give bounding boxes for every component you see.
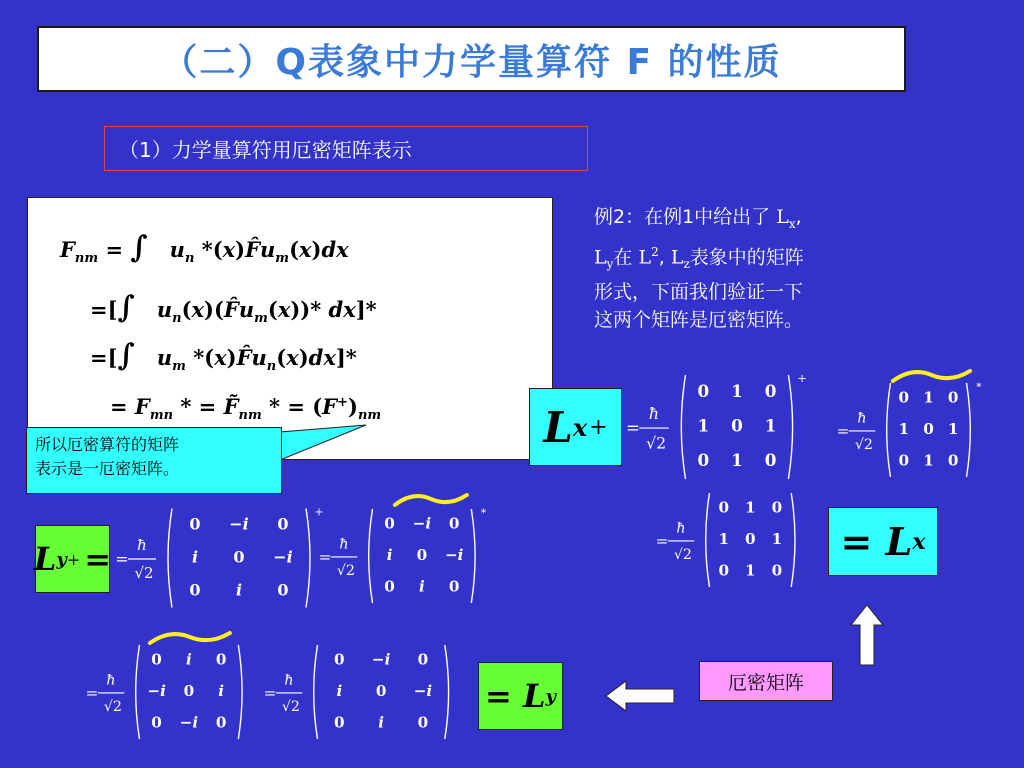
matrix-cell: 0 — [771, 498, 783, 517]
matrix-cell: 0 — [448, 514, 460, 533]
matrix-cell: 0 — [764, 380, 777, 401]
prefactor-sqrt2: √2 — [103, 699, 122, 716]
matrix-cell: i — [419, 577, 425, 596]
matrix-cell: 1 — [923, 451, 934, 470]
matrix-right-paren — [788, 375, 792, 479]
prefactor-sqrt2: √2 — [646, 433, 667, 453]
example-line-4: 这两个矩阵是厄密矩阵。 — [594, 308, 804, 331]
example-line-1: 例2：在例1中给出了 $L_x$, — [594, 206, 802, 231]
matrix-cell: −i — [229, 514, 249, 534]
prefactor-hbar: ħ — [137, 536, 147, 554]
matrix-cell: −i — [413, 682, 433, 700]
prefactor-sqrt2: √2 — [854, 437, 873, 454]
matrix-cell: 1 — [923, 388, 934, 407]
matrix-cell: 0 — [417, 713, 429, 732]
matrix-superscript: * — [976, 380, 982, 393]
matrix-cell: 0 — [384, 577, 395, 596]
matrix-cell: 0 — [923, 420, 934, 438]
section-subtitle: （1）力学量算符用厄密矩阵表示 — [119, 138, 412, 162]
equals-sign: = — [115, 549, 129, 569]
matrix-cell: 1 — [745, 561, 756, 580]
matrix-cell: 1 — [764, 415, 777, 436]
matrix-cell: 0 — [277, 580, 289, 600]
matrix-cell: 1 — [731, 450, 743, 471]
matrix-cell: 0 — [771, 561, 783, 580]
matrix-cell: 0 — [448, 577, 460, 596]
matrix-cell: 1 — [731, 380, 743, 401]
matrix-cell: 1 — [697, 415, 710, 436]
matrix-right-paren — [445, 645, 449, 739]
matrix-cell: −i — [371, 650, 391, 669]
derivation-line-3: =[∫ $u_m$ $*(x)F̂u_n(x)dx]*$ — [90, 338, 357, 375]
lx-dagger-label: L x + — [529, 388, 622, 466]
hermitian-matrix-label: 厄密矩阵 — [699, 661, 833, 701]
ly-dagger-label: L y + = — [35, 525, 110, 593]
matrix-cell: i — [378, 713, 385, 732]
example-line-2: $L_y$在 $L^2$, $L_z$表象中的矩阵 — [594, 244, 804, 271]
matrix-cell: 0 — [947, 388, 959, 407]
wave-mark-icon — [893, 371, 970, 381]
prefactor-sqrt2: √2 — [281, 699, 300, 716]
matrix-cell: 0 — [151, 650, 162, 669]
equals-sign: = — [625, 417, 641, 438]
matrix-cell: 0 — [416, 546, 428, 564]
matrix-left-paren — [314, 645, 318, 739]
matrix-cell: 0 — [898, 451, 910, 470]
matrix-cell: −i — [412, 514, 432, 533]
matrix-cell: 0 — [384, 514, 395, 533]
equals-sign: = — [263, 683, 277, 702]
matrix-cell: 0 — [183, 682, 195, 700]
equals-ly-result: = L y — [478, 662, 563, 730]
matrix-cell: 0 — [189, 580, 201, 600]
matrix-left-paren — [168, 509, 172, 608]
prefactor-sqrt2: √2 — [134, 564, 154, 582]
matrix-cell: 0 — [233, 547, 245, 567]
matrix-cell: 1 — [947, 420, 959, 438]
equals-sign: = — [85, 683, 99, 702]
matrix-cell: 0 — [947, 451, 959, 470]
matrix-left-paren — [706, 493, 710, 587]
matrix-superscript: + — [797, 371, 807, 386]
matrix-cell: 0 — [731, 415, 743, 436]
matrix-left-paren — [136, 645, 140, 739]
matrix-right-paren — [306, 509, 310, 608]
matrix-left-paren — [887, 383, 891, 477]
matrix-cell: 0 — [215, 650, 227, 669]
prefactor-hbar: ħ — [339, 536, 349, 553]
matrix-cell: 1 — [718, 530, 730, 548]
matrix-right-paren — [471, 509, 475, 603]
matrix-cell: 0 — [718, 498, 730, 517]
matrix-cell: −i — [147, 682, 166, 700]
matrix-cell: 0 — [151, 713, 162, 732]
matrix-cell: 0 — [898, 388, 910, 407]
prefactor-sqrt2: √2 — [673, 547, 692, 564]
derivation-line-2: =[∫ $u_n(x)(F̂u_m(x))*$ dx]* — [90, 290, 377, 327]
prefactor-sqrt2: √2 — [336, 563, 355, 580]
prefactor-hbar: ħ — [648, 403, 660, 423]
equals-lx-result: = L x — [828, 507, 938, 576]
matrix-cell: −i — [444, 546, 464, 564]
prefactor-hbar: ħ — [676, 520, 686, 537]
matrix-cell: −i — [179, 713, 199, 732]
matrix-cell: 0 — [745, 530, 756, 548]
matrix-cell: 0 — [277, 514, 289, 534]
matrix-cell: 0 — [417, 650, 429, 669]
matrix-cell: 0 — [334, 650, 345, 669]
example-line-3: 形式，下面我们验证一下 — [594, 280, 804, 303]
matrix-cell: 1 — [771, 530, 783, 548]
matrix-superscript: * — [481, 506, 487, 519]
derivation-line-1: $F_{nm}$ = ∫ $u_n$ $*(x)F̂u_m(x)dx$ — [60, 230, 349, 267]
derivation-line-4: = $F_{mn}$ * = $F̃_{nm}$ * = $(F^+)_{nm}$ — [110, 394, 382, 424]
equals-sign: = — [318, 547, 332, 566]
matrix-cell: i — [191, 547, 199, 567]
matrix-cell: i — [186, 650, 192, 669]
matrix-cell: i — [235, 580, 243, 600]
matrix-cell: 1 — [745, 498, 756, 517]
prefactor-hbar: ħ — [284, 672, 294, 689]
callout-line-1: 所以厄密算符的矩阵 — [35, 435, 180, 454]
matrix-cell: 0 — [764, 450, 777, 471]
matrix-cell: 0 — [189, 514, 201, 534]
matrix-left-paren — [681, 375, 685, 479]
slide-title: （二）Q表象中力学量算符 F 的性质 — [161, 41, 782, 83]
wave-mark-icon — [150, 633, 230, 643]
matrix-cell: 1 — [898, 420, 910, 438]
matrix-cell: 0 — [215, 713, 227, 732]
matrix-cell: i — [336, 682, 343, 700]
equals-sign: = — [836, 421, 850, 440]
matrix-cell: −i — [273, 547, 293, 567]
wave-mark-icon — [395, 495, 467, 505]
matrix-cell: 0 — [375, 682, 387, 700]
matrix-left-paren — [369, 509, 373, 603]
matrix-right-paren — [967, 383, 971, 477]
matrix-cell: 0 — [334, 713, 345, 732]
prefactor-hbar: ħ — [106, 672, 116, 689]
matrix-cell: i — [218, 682, 225, 700]
prefactor-hbar: ħ — [857, 410, 867, 427]
equals-sign: = — [655, 531, 669, 550]
matrix-cell: 0 — [697, 450, 710, 471]
matrix-cell: 0 — [718, 561, 730, 580]
matrix-cell: i — [386, 546, 393, 564]
callout-line-2: 表示是一厄密矩阵。 — [35, 459, 180, 478]
matrix-cell: 0 — [697, 380, 710, 401]
matrix-right-paren — [238, 645, 242, 739]
matrix-right-paren — [791, 493, 795, 587]
matrix-superscript: + — [314, 505, 324, 519]
